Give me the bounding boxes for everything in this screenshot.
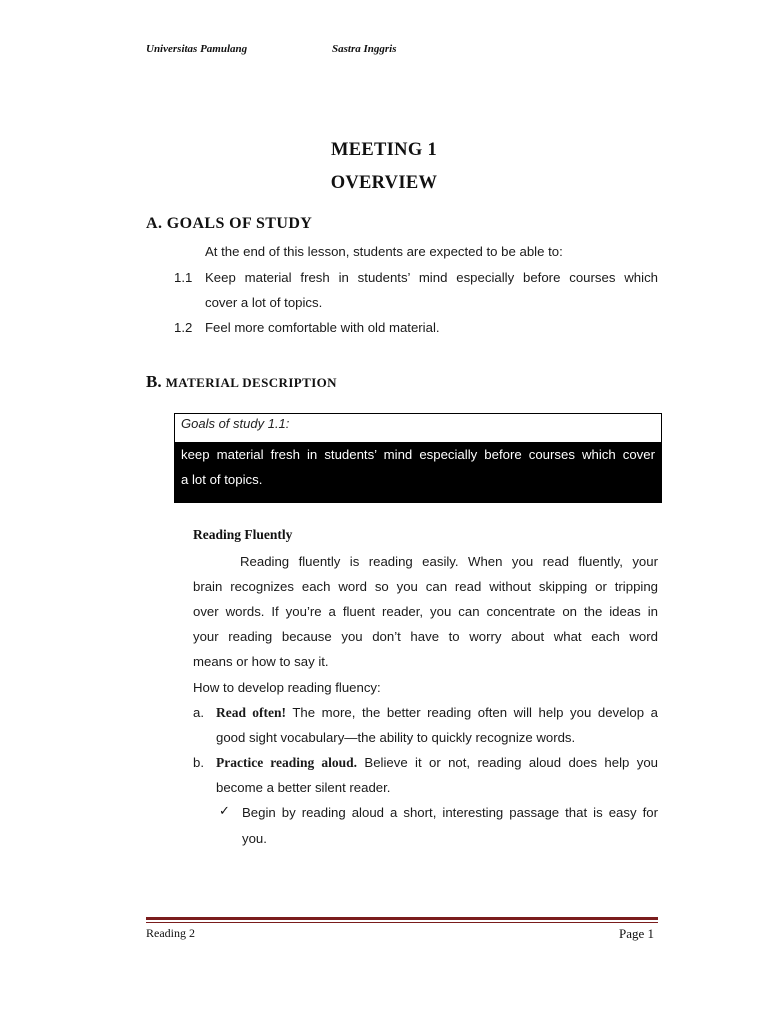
paragraph-line: Reading fluently is reading easily. When you read fluently, your — [240, 554, 658, 569]
list-item-continued: good sight vocabulary—the ability to quickly recognize words. — [216, 730, 576, 745]
list-item-text: Believe it or not, reading aloud does help you — [357, 755, 658, 770]
goals-box-header — [175, 414, 661, 442]
goal-number: 1.2 — [174, 320, 193, 335]
check-item-continued: you. — [242, 831, 267, 846]
list-item-continued: become a better silent reader. — [216, 780, 391, 795]
footer-course: Reading 2 — [146, 926, 195, 940]
goals-box — [174, 413, 662, 503]
list-marker: a. — [193, 705, 204, 720]
list-item — [216, 755, 658, 771]
meeting-title: MEETING 1 — [330, 140, 437, 160]
paragraph-line: brain recognizes each word so you can read without skipping or tripping — [193, 579, 658, 594]
goal-text: Keep material fresh in students’ mind especially before courses which — [205, 270, 658, 285]
list-item-bold: Read often! — [216, 705, 287, 720]
section-b-heading — [146, 372, 337, 392]
checkmark-icon: ✓ — [219, 804, 230, 819]
goal-text: Feel more comfortable with old material. — [205, 320, 440, 335]
header-institution: Universitas Pamulang — [146, 43, 248, 55]
goals-intro: At the end of this lesson, students are expected to be able to: — [205, 244, 563, 259]
goals-box-label: Goals of study 1.1: — [181, 416, 290, 431]
section-a-heading: A. GOALS OF STUDY — [146, 215, 313, 232]
header-department: Sastra Inggris — [332, 43, 397, 55]
list-marker: b. — [193, 755, 204, 770]
footer-rule — [146, 917, 658, 920]
reading-fluently-heading: Reading Fluently — [193, 527, 293, 542]
list-item — [216, 705, 658, 721]
section-b-title: MATERIAL DESCRIPTION — [165, 375, 337, 390]
list-item-bold: Practice reading aloud. — [216, 755, 358, 770]
list-item-text: The more, the better reading often will help you develop a — [286, 705, 658, 720]
goals-box-line: keep material fresh in students’ mind especially before courses which cover — [181, 447, 655, 462]
footer-rule-thin — [146, 922, 658, 923]
goal-text-continued: cover a lot of topics. — [205, 295, 323, 310]
paragraph-line: over words. If you’re a fluent reader, you can concentrate on the ideas in — [193, 604, 658, 619]
page-number: Page 1 — [619, 926, 655, 941]
overview-title: OVERVIEW — [330, 173, 438, 193]
section-b-letter: B. — [146, 372, 162, 391]
paragraph-line: your reading because you don’t have to worry about what each word — [193, 629, 658, 644]
howto-line: How to develop reading fluency: — [193, 680, 381, 695]
check-item: Begin by reading aloud a short, interesting passage that is easy for — [242, 805, 658, 820]
goal-number: 1.1 — [174, 270, 193, 285]
goals-box-body — [175, 442, 661, 503]
paragraph-line: means or how to say it. — [193, 654, 329, 669]
goals-box-line: a lot of topics. — [181, 472, 263, 487]
